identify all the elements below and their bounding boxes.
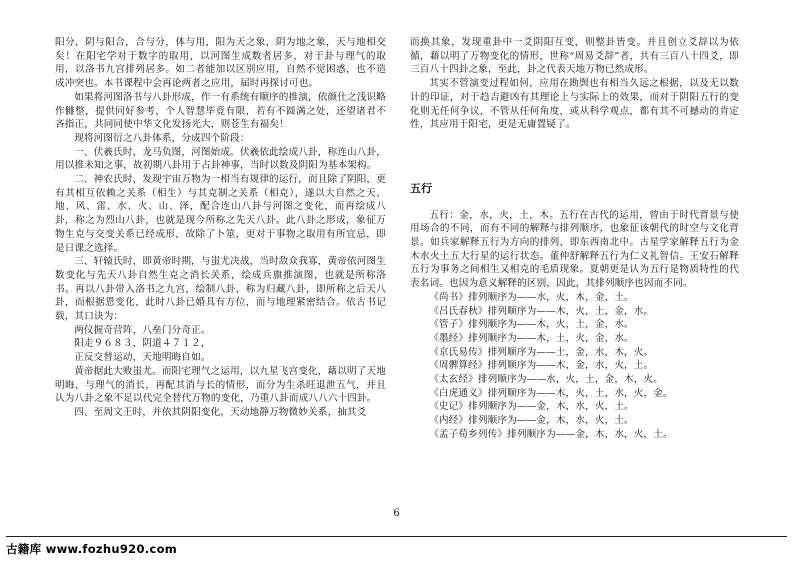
paragraph: 五行：金，水，火，土，木。五行在古代的运用，曾由于时代背景与使用场合的不同，而有不同的解释与排列顺序，也象征该朝代的时空与文化背景。如兵家解释五行为方向的排列，即东西南北中。古星学家解释五行为金木水火土五大行星的运行状态。董仲舒解释五行为仁义礼智信。王安石解释五行为事务之间相生又相克的毛盾现象。夏朝更是认为五行是物质特性的代表名词。也因为意义解释的区别，因此，其排列顺序也因而不同。 <box>410 209 739 290</box>
left-column <box>55 36 386 420</box>
list-item: 《白虎通义》排列顺序为——木，火，土，水，火，金。 <box>429 387 673 399</box>
page-number: 6 <box>393 508 400 519</box>
paragraph: 一、伏羲氏时，龙马负图，河图始成。伏羲依此绘成八卦，称连山八卦，用以推未知之事，故初期八卦用于占卦神事，当时以数及阴阳为基本架构。 <box>55 146 386 172</box>
list-item: 《周髀算经》排列顺序为——木，金，水，火，土。 <box>429 360 654 372</box>
list-item: 《尚书》排列顺序为——水，火，木，金，土。 <box>429 291 634 303</box>
paragraph: 三、轩辕氏时，即黄帝时期，与蚩尤决战，当时敌众我寡，黄帝依河图生数变化与先天八卦自然生克之消长关系，绘成兵旗推演图，也就是所称洛书。再以八卦带入洛书之九宫，绘制八卦，称为归藏八卦，即所称之后天八卦，而根据恩变化，此时八卦已婚具有方位，而与地理紧密结合。依古书记载，其口诀为： <box>55 256 386 323</box>
list-item: 《孟子荀乡列传》排列顺序为——金，木，水，火，土。 <box>429 428 673 440</box>
paragraph: 阳分，阴与阳合，合与分，体与用，阳为天之象，阴为地之象，天与地相交矣！在阳宅学对于数字的取用，以河图生成数者居多，对于卦与理气的取用，以洛书九宫排列居多。如二者能加以区别应用，自然不觉困惑，也不造成冲突也。本书课程中会再论两者之应用，届时再探讨可也。 <box>55 37 386 90</box>
document-page <box>55 36 739 519</box>
list-item: 《墨经》排列顺序为——木，土，火，金，水。 <box>429 332 634 344</box>
paragraph: 黄帝据此大败蚩尤。而阳宅理气之运用，以九星飞宫变化，藉以明了天地明晦，与理气的消长，再配其消与长的情形，而分为生杀旺退泄五气，并且认为八卦之象不足以代完全替代万物的变化，乃重八卦而成八八六十四卦。 <box>55 365 386 405</box>
site-watermark[interactable]: 古籍库 www.fozhu920.com <box>6 542 178 556</box>
list-item: 《京氏易传》排列顺序为——土，金，水，木，火。 <box>429 346 654 358</box>
quote-line: 正反交替运动，天地明晦自如。 <box>74 352 211 364</box>
section-title: 五行 <box>410 181 433 195</box>
list-item: 《管子》排列顺序为——木，火，土，金，水。 <box>429 319 634 331</box>
paragraph: 如果将河图洛书与八卦形成，作一有系统有顺序的推演，依颜仕之浅识略作雠整，提供同好参考，个人智慧毕竟有限，若有不圆满之处，还望诸君不吝指正，共同同使中华文化发扬光大，则苍生有福矣！ <box>55 91 386 131</box>
paragraph: 二、神农氏时，发现宇宙万物为一相当有规律的运行，而且除了阴阳，更有其相互依赖之关系（相生）与其克制之关系（相克），遂以大自然之天、地、风、雷、水、火、山、泽，配合连山八卦与河图之变化，而再绘成八卦，称之为烈山八卦，也就是现今所称之先天八卦。此八卦之形成，象征万物生克与交变关系已经成形，故除了卜筮，更对于事物之取用有所宜忌，即是日课之选择。 <box>55 174 386 254</box>
right-column <box>410 36 739 442</box>
list-item: 《吕氏春秋》排列顺序为——木，火，土，金，水。 <box>429 305 654 317</box>
paragraph: 现将河图衍之八卦体系，分成四个阶段： <box>74 132 250 144</box>
paragraph: 四、至周文王时，并依其阴阳变化，天动地静万物微妙关系，抽其爻 <box>74 406 367 418</box>
list-item: 《史记》排列顺序为——金，木，水，火，土。 <box>429 401 634 413</box>
paragraph: 而换其象，发现重卦中一爻阴阳互变，则整卦皆变。并且创立爻辞以为依循，藉以明了万物变化的情形，世称“周易爻辞”者，共有三百八十四爻，即三百八十四卦之象，至此，卦之代表天地万物已然成形。 <box>410 37 739 76</box>
quote-line: 两仪握奇营阵，八垒门分奇正。 <box>74 324 211 336</box>
list-item: 《太玄经》排列顺序为——水，火，土，金，木，火。 <box>429 374 664 386</box>
quote-line: 阳走９６８３，阴道４７１２， <box>74 338 211 350</box>
list-item: 《内经》排列顺序为——金，木，水，火，土。 <box>429 415 634 427</box>
paragraph: 其实不管演变过程如何，应用在勘舆也有相当久远之根据，以及无以数计的印证，对于趋吉避凶有其理论上与实际上的效果，而对于阴阳五行的变化则无任何争议，不管从任何角度，或从科学观点，都有其不可撼动的肯定性，其应用于阳宅，更是无庸置疑了。 <box>410 78 739 131</box>
footer-divider <box>6 536 787 537</box>
